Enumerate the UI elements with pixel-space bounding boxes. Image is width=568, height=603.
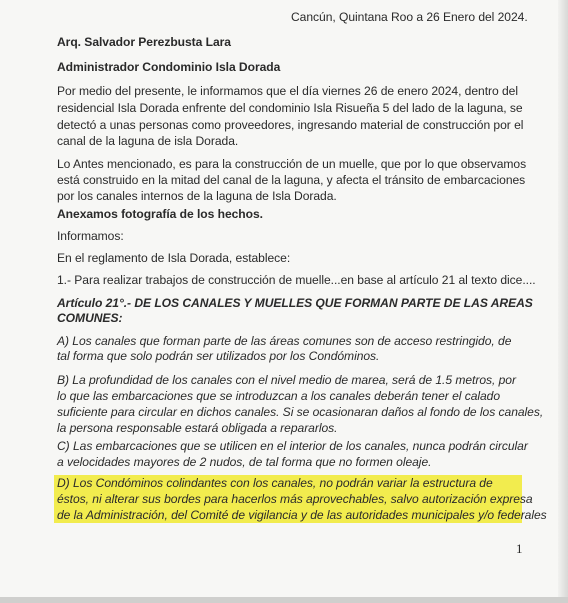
recipient-role: Administrador Condominio Isla Dorada xyxy=(57,60,281,74)
text-line: suficiente para circular en dichos canales. Si se ocasionaran daños al fondo de los canales, xyxy=(57,405,544,419)
text-line: detectó a unas personas como proveedores, ingresando material de construcción por el xyxy=(57,118,524,132)
text-line: de la Administración, del Comité de vigilancia y de las autoridades municipales y/o federales xyxy=(57,508,547,522)
text-line: a velocidades mayores de 2 nudos, de tal forma que no formen oleaje. xyxy=(57,455,432,469)
text-line: D) Los Condóminos colindantes con los canales, no podrán variar la estructura de xyxy=(57,476,493,490)
article-title-line: COMUNES: xyxy=(57,311,123,325)
text-line: éstos, ni alterar sus bordes para hacerlos más aprovechables, salvo autorización expresa xyxy=(57,492,533,506)
text-line: lo que las embarcaciones que se introduzcan a los canales deberán tener el calado xyxy=(57,389,501,403)
text-line: la persona responsable estará obligada a repararlos. xyxy=(57,421,338,435)
text-line: residencial Isla Dorada enfrente del condominio Isla Risueña 5 del lado de la laguna, se xyxy=(57,101,523,115)
item-1: 1.- Para realizar trabajos de construcción de muelle...en base al artículo 21 al texto dice.... xyxy=(57,273,536,287)
text-line: Por medio del presente, le informamos que el día viernes 26 de enero 2024, dentro del xyxy=(57,84,518,98)
text-line: B) La profundidad de los canales con el nivel medio de marea, será de 1.5 metros, por xyxy=(57,373,516,387)
text-line: A) Los canales que forman parte de las áreas comunes son de acceso restringido, de xyxy=(57,334,512,348)
page-number: 1 xyxy=(516,541,523,556)
reglamento-intro: En el reglamento de Isla Dorada, establece: xyxy=(57,251,291,265)
article-title-line: Artículo 21°.- DE LOS CANALES Y MUELLES QUE FORMAN PARTE DE LAS AREAS xyxy=(57,296,533,310)
recipient-name: Arq. Salvador Perezbusta Lara xyxy=(57,35,231,49)
text-line: canal de la laguna de isla Dorada. xyxy=(57,134,239,148)
annex-note: Anexamos fotografía de los hechos. xyxy=(57,207,263,221)
text-line: está construido en la mitad del canal de la laguna, y afecta el tránsito de embarcaciones xyxy=(57,173,526,187)
place-date: Cancún, Quintana Roo a 26 Enero del 2024. xyxy=(291,10,528,24)
page-edge-shadow xyxy=(558,0,568,603)
text-line: tal forma que solo podrán ser utilizados por los Condóminos. xyxy=(57,349,380,363)
page-bottom-edge xyxy=(0,597,568,603)
text-line: Lo Antes mencionado, es para la construcción de un muelle, que por lo que observamos xyxy=(57,157,527,171)
text-line: por los canales internos de la laguna de Isla Dorada. xyxy=(57,189,337,203)
informamos-label: Informamos: xyxy=(57,229,124,243)
text-line: C) Las embarcaciones que se utilicen en el interior de los canales, nunca podrán circular xyxy=(57,439,528,453)
